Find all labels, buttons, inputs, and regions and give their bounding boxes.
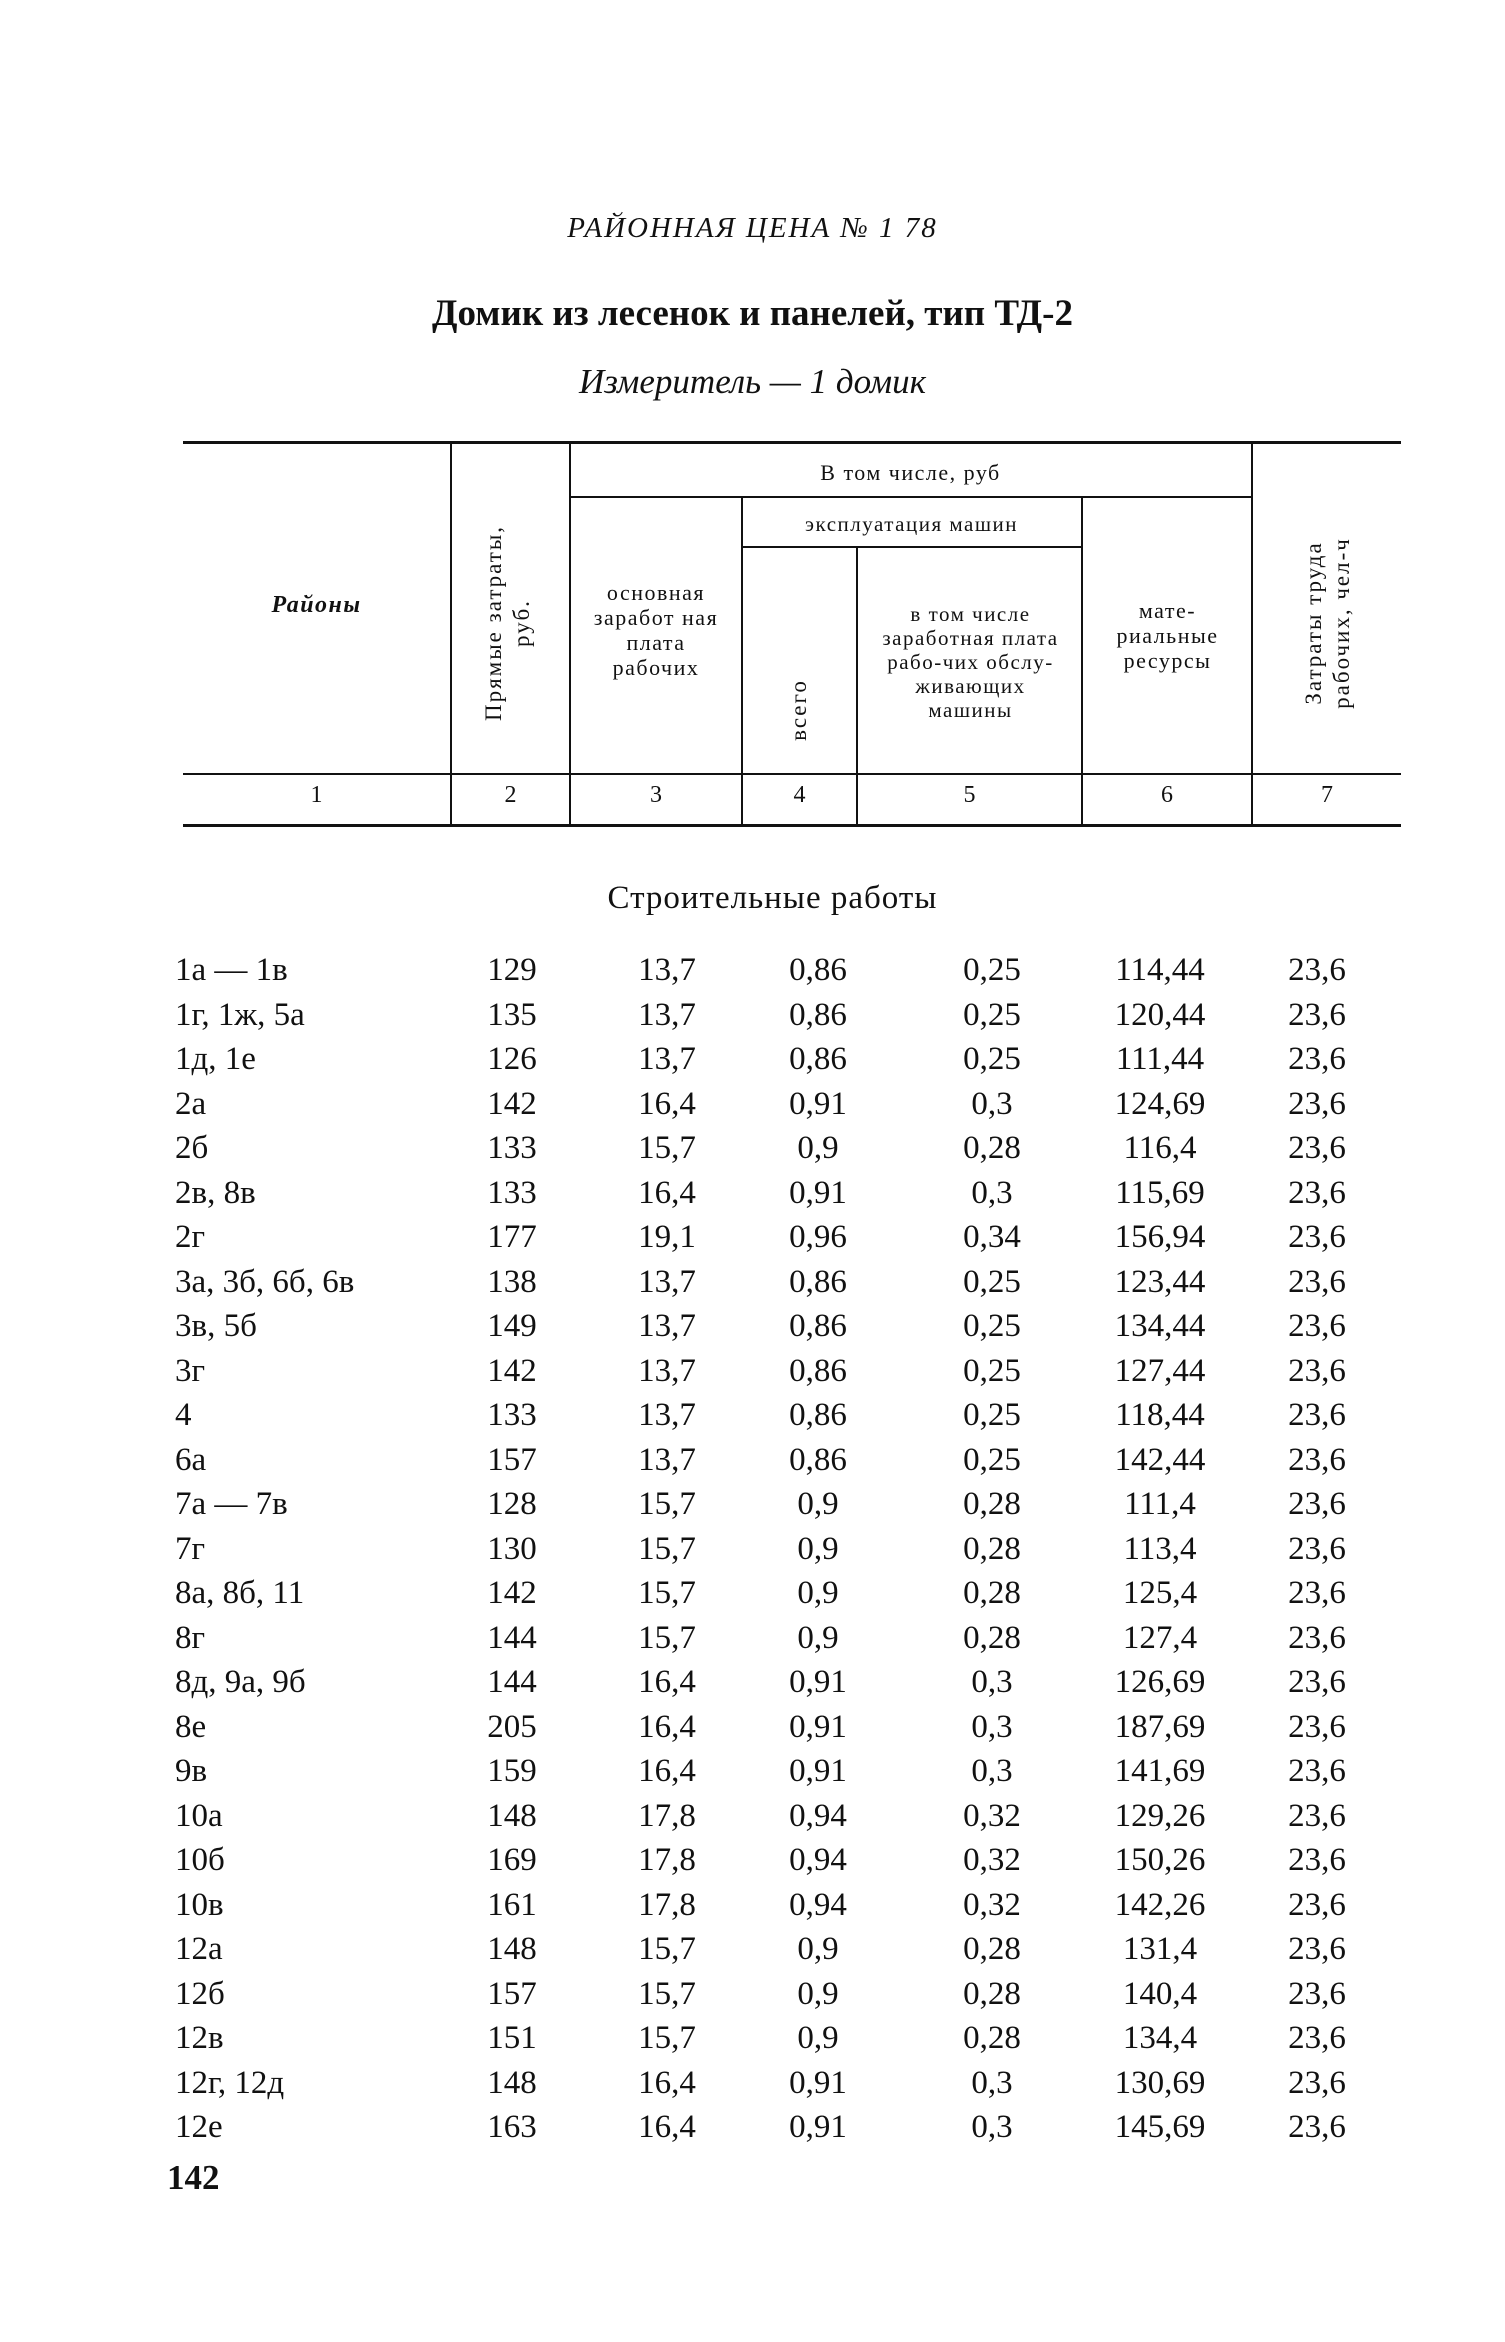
direct-costs-cell: 151 (487, 2020, 537, 2056)
labor-cell: 23,6 (1288, 1085, 1346, 1122)
table-row (0, 1082, 1505, 1126)
region-cell: 8а, 8б, 11 (175, 1575, 305, 1611)
table-row (0, 1126, 1505, 1170)
wages-cell: 15,7 (638, 1619, 696, 1656)
materials-cell: 156,94 (1114, 1219, 1206, 1255)
machine-total-cell: 0,94 (789, 1842, 847, 1878)
region-cell: 12в (175, 2020, 224, 2056)
direct-costs-cell: 161 (487, 1886, 537, 1923)
column-number: 5 (963, 782, 976, 808)
labor-cell: 23,6 (1288, 1397, 1346, 1433)
materials-cell: 126,69 (1114, 1664, 1206, 1700)
column-number: 4 (793, 782, 806, 808)
region-cell: 2г (175, 1219, 206, 1255)
machine-total-cell: 0,86 (789, 1352, 847, 1389)
materials-cell: 130,69 (1114, 2064, 1206, 2101)
materials-cell: 127,4 (1122, 1619, 1198, 1656)
header-machine-total: всего (786, 679, 811, 741)
wages-cell: 15,7 (638, 1575, 696, 1611)
machine-total-cell: 0,96 (789, 1219, 847, 1255)
table-row (0, 1438, 1505, 1482)
machine-wages-cell: 0,28 (963, 1530, 1021, 1567)
machine-total-cell: 0,86 (789, 1397, 847, 1433)
direct-costs-cell: 144 (487, 1619, 537, 1656)
region-cell: 1а — 1в (175, 952, 288, 988)
wages-cell: 16,4 (638, 1085, 696, 1122)
header-bottom-rule (183, 773, 1401, 775)
wages-cell: 13,7 (638, 1041, 696, 1077)
col-divider (450, 443, 452, 826)
machine-total-cell: 0,86 (789, 952, 847, 988)
machine-group-rule (742, 546, 1081, 548)
column-number: 6 (1161, 782, 1173, 808)
wages-cell: 19,1 (638, 1219, 696, 1255)
materials-cell: 142,44 (1114, 1441, 1206, 1478)
materials-cell: 118,44 (1115, 1397, 1205, 1433)
machine-wages-cell: 0,25 (963, 1397, 1021, 1433)
machine-total-cell: 0,91 (789, 2109, 847, 2145)
machine-wages-cell: 0,34 (963, 1219, 1021, 1255)
wages-cell: 17,8 (638, 1886, 696, 1923)
wages-cell: 16,4 (638, 1174, 696, 1211)
materials-cell: 145,69 (1114, 2109, 1206, 2145)
direct-costs-cell: 135 (487, 996, 537, 1033)
wages-cell: 13,7 (638, 996, 696, 1033)
direct-costs-cell: 142 (487, 1085, 537, 1122)
labor-cell: 23,6 (1288, 1308, 1346, 1344)
labor-cell: 23,6 (1288, 2109, 1346, 2145)
wages-cell: 13,7 (638, 1263, 696, 1300)
machine-total-cell: 0,91 (789, 1085, 847, 1122)
machine-total-cell: 0,94 (789, 1797, 847, 1834)
machine-wages-cell: 0,25 (963, 952, 1021, 988)
machine-wages-cell: 0,3 (971, 2064, 1013, 2101)
labor-cell: 23,6 (1288, 1530, 1346, 1567)
header-wages: основная заработ ная плата рабочих (593, 580, 719, 680)
labor-cell: 23,6 (1288, 1664, 1346, 1700)
region-cell: 3г (175, 1352, 206, 1389)
running-head: РАЙОННАЯ ЦЕНА № 1 78 (567, 212, 938, 244)
header-materials: мате-риальные ресурсы (1116, 597, 1219, 673)
machine-wages-cell: 0,3 (971, 1174, 1013, 1211)
table-row (0, 1749, 1505, 1793)
wages-cell: 16,4 (638, 2109, 696, 2145)
materials-cell: 134,44 (1114, 1308, 1206, 1344)
machine-total-cell: 0,9 (797, 1486, 839, 1522)
table-row (0, 2105, 1505, 2149)
wages-cell: 16,4 (638, 1664, 696, 1700)
col-divider (1251, 443, 1253, 826)
table-row (0, 948, 1505, 992)
labor-cell: 23,6 (1288, 1263, 1346, 1300)
machine-wages-cell: 0,32 (963, 1842, 1021, 1878)
labor-cell: 23,6 (1288, 996, 1346, 1033)
labor-cell: 23,6 (1288, 1708, 1346, 1745)
header-labor: Затраты труда рабочих, чел-ч (1301, 537, 1354, 709)
region-cell: 10в (175, 1886, 224, 1923)
direct-costs-cell: 148 (487, 1931, 537, 1967)
group-rule (570, 496, 1251, 498)
header-incl-group: В том числе, руб (820, 459, 1001, 485)
direct-costs-cell: 163 (487, 2109, 537, 2145)
wages-cell: 13,7 (638, 952, 696, 988)
col-divider (569, 443, 571, 826)
direct-costs-cell: 142 (487, 1352, 537, 1389)
labor-cell: 23,6 (1288, 1441, 1346, 1478)
machine-wages-cell: 0,28 (963, 1130, 1021, 1166)
direct-costs-cell: 138 (487, 1263, 537, 1300)
wages-cell: 13,7 (638, 1441, 696, 1478)
labor-cell: 23,6 (1288, 1174, 1346, 1211)
materials-cell: 123,44 (1114, 1263, 1206, 1300)
direct-costs-cell: 133 (487, 1174, 537, 1211)
table-row (0, 1260, 1505, 1304)
labor-cell: 23,6 (1288, 1219, 1346, 1255)
document-title: Домик из лесенок и панелей, тип ТД-2 (432, 293, 1073, 334)
direct-costs-cell: 169 (487, 1842, 537, 1878)
machine-total-cell: 0,86 (789, 996, 847, 1033)
machine-wages-cell: 0,3 (971, 1753, 1013, 1789)
table-row (0, 1927, 1505, 1971)
region-cell: 2а (175, 1085, 207, 1122)
table-row (0, 993, 1505, 1037)
machine-total-cell: 0,9 (797, 2020, 839, 2056)
machine-wages-cell: 0,25 (963, 996, 1021, 1033)
machine-total-cell: 0,91 (789, 2064, 847, 2101)
colnum-bottom-rule (183, 824, 1401, 827)
table-row (0, 1393, 1505, 1437)
machine-wages-cell: 0,3 (971, 2109, 1013, 2145)
region-cell: 9в (175, 1753, 208, 1789)
labor-cell: 23,6 (1288, 1619, 1346, 1656)
labor-cell: 23,6 (1288, 1931, 1346, 1967)
labor-cell: 23,6 (1288, 1130, 1346, 1166)
table-row (0, 1527, 1505, 1571)
header-machine-group: эксплуатация машин (805, 511, 1018, 536)
materials-cell: 187,69 (1114, 1708, 1206, 1745)
column-number: 2 (504, 782, 517, 808)
materials-cell: 141,69 (1114, 1753, 1206, 1789)
region-cell: 12б (175, 1975, 225, 2012)
direct-costs-cell: 159 (487, 1753, 537, 1789)
header-regions: Районы (271, 591, 362, 618)
machine-wages-cell: 0,28 (963, 1486, 1021, 1522)
machine-total-cell: 0,9 (797, 1575, 839, 1611)
wages-cell: 15,7 (638, 1975, 696, 2012)
labor-cell: 23,6 (1288, 1486, 1346, 1522)
table-row (0, 2061, 1505, 2105)
direct-costs-cell: 126 (487, 1041, 537, 1077)
table-row (0, 1171, 1505, 1215)
machine-total-cell: 0,9 (797, 1530, 839, 1567)
machine-wages-cell: 0,3 (971, 1664, 1013, 1700)
table-row (0, 1972, 1505, 2016)
table-row (0, 1660, 1505, 1704)
materials-cell: 120,44 (1114, 996, 1206, 1033)
machine-total-cell: 0,9 (797, 1619, 839, 1656)
table-row (0, 2016, 1505, 2060)
machine-wages-cell: 0,32 (963, 1797, 1021, 1834)
wages-cell: 15,7 (638, 1931, 696, 1967)
machine-total-cell: 0,9 (797, 1931, 839, 1967)
region-cell: 6а (175, 1441, 207, 1478)
region-cell: 1г, 1ж, 5а (175, 996, 305, 1033)
region-cell: 2б (175, 1130, 209, 1166)
materials-cell: 111,44 (1115, 1041, 1205, 1077)
machine-total-cell: 0,86 (789, 1263, 847, 1300)
direct-costs-cell: 157 (487, 1441, 537, 1478)
direct-costs-cell: 177 (487, 1219, 537, 1255)
materials-cell: 124,69 (1114, 1085, 1206, 1122)
materials-cell: 114,44 (1115, 952, 1205, 988)
machine-wages-cell: 0,28 (963, 1575, 1021, 1611)
wages-cell: 13,7 (638, 1308, 696, 1344)
wages-cell: 17,8 (638, 1842, 696, 1878)
direct-costs-cell: 128 (487, 1486, 537, 1522)
machine-total-cell: 0,9 (797, 1975, 839, 2012)
region-cell: 12г, 12д (175, 2064, 285, 2101)
machine-wages-cell: 0,3 (971, 1085, 1013, 1122)
labor-cell: 23,6 (1288, 2020, 1346, 2056)
machine-total-cell: 0,86 (789, 1441, 847, 1478)
materials-cell: 111,4 (1124, 1486, 1196, 1522)
machine-total-cell: 0,91 (789, 1174, 847, 1211)
region-cell: 3в, 5б (175, 1308, 257, 1344)
header-machine-wages: в том числе заработная плата рабо-чих обслу-живающих машины (882, 602, 1059, 722)
wages-cell: 17,8 (638, 1797, 696, 1834)
direct-costs-cell: 148 (487, 2064, 537, 2101)
region-cell: 12е (175, 2109, 223, 2145)
direct-costs-cell: 133 (487, 1397, 537, 1433)
direct-costs-cell: 144 (487, 1664, 537, 1700)
machine-wages-cell: 0,25 (963, 1352, 1021, 1389)
table-row (0, 1349, 1505, 1393)
region-cell: 8д, 9а, 9б (175, 1664, 306, 1700)
materials-cell: 134,4 (1122, 2020, 1198, 2056)
materials-cell: 142,26 (1114, 1886, 1206, 1923)
wages-cell: 16,4 (638, 1753, 696, 1789)
wages-cell: 15,7 (638, 1530, 696, 1567)
labor-cell: 23,6 (1288, 1842, 1346, 1878)
wages-cell: 16,4 (638, 2064, 696, 2101)
region-cell: 8г (175, 1619, 206, 1656)
table-row (0, 1304, 1505, 1348)
region-cell: 3а, 3б, 6б, 6в (175, 1263, 355, 1300)
machine-total-cell: 0,86 (789, 1041, 847, 1077)
table-row (0, 1883, 1505, 1927)
machine-wages-cell: 0,25 (963, 1441, 1021, 1478)
table-row (0, 1482, 1505, 1526)
region-cell: 10б (175, 1842, 225, 1878)
col-divider (1081, 498, 1083, 826)
materials-cell: 125,4 (1122, 1575, 1198, 1611)
wages-cell: 13,7 (638, 1352, 696, 1389)
direct-costs-cell: 148 (487, 1797, 537, 1834)
labor-cell: 23,6 (1288, 1753, 1346, 1789)
table-row (0, 1705, 1505, 1749)
machine-wages-cell: 0,28 (963, 1619, 1021, 1656)
materials-cell: 113,4 (1123, 1530, 1197, 1567)
materials-cell: 150,26 (1114, 1842, 1206, 1878)
measurement-unit: Измеритель — 1 домик (578, 362, 926, 401)
machine-wages-cell: 0,25 (963, 1308, 1021, 1344)
direct-costs-cell: 205 (487, 1708, 537, 1745)
column-number: 3 (650, 782, 662, 808)
column-number: 7 (1321, 782, 1333, 808)
table-row (0, 1838, 1505, 1882)
labor-cell: 23,6 (1288, 1575, 1346, 1611)
machine-total-cell: 0,91 (789, 1753, 847, 1789)
table-row (0, 1571, 1505, 1615)
machine-total-cell: 0,91 (789, 1708, 847, 1745)
materials-cell: 127,44 (1114, 1352, 1206, 1389)
direct-costs-cell: 142 (487, 1575, 537, 1611)
table-row (0, 1037, 1505, 1081)
machine-wages-cell: 0,3 (971, 1708, 1013, 1745)
labor-cell: 23,6 (1288, 1797, 1346, 1834)
page-number: 142 (167, 2158, 220, 2197)
region-cell: 2в, 8в (175, 1174, 256, 1211)
column-number: 1 (310, 782, 323, 808)
header-direct-costs: Прямые затраты, руб. (481, 524, 534, 722)
table-row (0, 1616, 1505, 1660)
labor-cell: 23,6 (1288, 1975, 1346, 2012)
region-cell: 7г (175, 1530, 206, 1567)
machine-wages-cell: 0,28 (963, 2020, 1021, 2056)
labor-cell: 23,6 (1288, 1352, 1346, 1389)
wages-cell: 15,7 (638, 1130, 696, 1166)
table-top-rule (183, 441, 1401, 444)
region-cell: 8е (175, 1708, 207, 1745)
wages-cell: 16,4 (638, 1708, 696, 1745)
table-row (0, 1794, 1505, 1838)
direct-costs-cell: 149 (487, 1308, 537, 1344)
direct-costs-cell: 129 (487, 952, 537, 988)
materials-cell: 116,4 (1123, 1130, 1197, 1166)
machine-total-cell: 0,94 (789, 1886, 847, 1923)
materials-cell: 140,4 (1122, 1975, 1198, 2012)
materials-cell: 129,26 (1114, 1797, 1206, 1834)
materials-cell: 115,69 (1115, 1174, 1205, 1211)
region-cell: 12а (175, 1931, 223, 1967)
wages-cell: 15,7 (638, 1486, 696, 1522)
region-cell: 4 (175, 1397, 192, 1433)
machine-wages-cell: 0,32 (963, 1886, 1021, 1923)
materials-cell: 131,4 (1122, 1931, 1198, 1967)
machine-total-cell: 0,9 (797, 1130, 839, 1166)
region-cell: 1д, 1е (175, 1041, 256, 1077)
direct-costs-cell: 133 (487, 1130, 537, 1166)
machine-total-cell: 0,86 (789, 1308, 847, 1344)
region-cell: 7а — 7в (175, 1486, 288, 1522)
section-title: Строительные работы (607, 880, 938, 916)
machine-wages-cell: 0,25 (963, 1041, 1021, 1077)
direct-costs-cell: 130 (487, 1530, 537, 1567)
labor-cell: 23,6 (1288, 1041, 1346, 1077)
machine-wages-cell: 0,28 (963, 1975, 1021, 2012)
wages-cell: 13,7 (638, 1397, 696, 1433)
machine-total-cell: 0,91 (789, 1664, 847, 1700)
labor-cell: 23,6 (1288, 952, 1346, 988)
machine-wages-cell: 0,28 (963, 1931, 1021, 1967)
labor-cell: 23,6 (1288, 1886, 1346, 1923)
direct-costs-cell: 157 (487, 1975, 537, 2012)
table-row (0, 1215, 1505, 1259)
wages-cell: 15,7 (638, 2020, 696, 2056)
machine-wages-cell: 0,25 (963, 1263, 1021, 1300)
labor-cell: 23,6 (1288, 2064, 1346, 2101)
region-cell: 10а (175, 1797, 223, 1834)
